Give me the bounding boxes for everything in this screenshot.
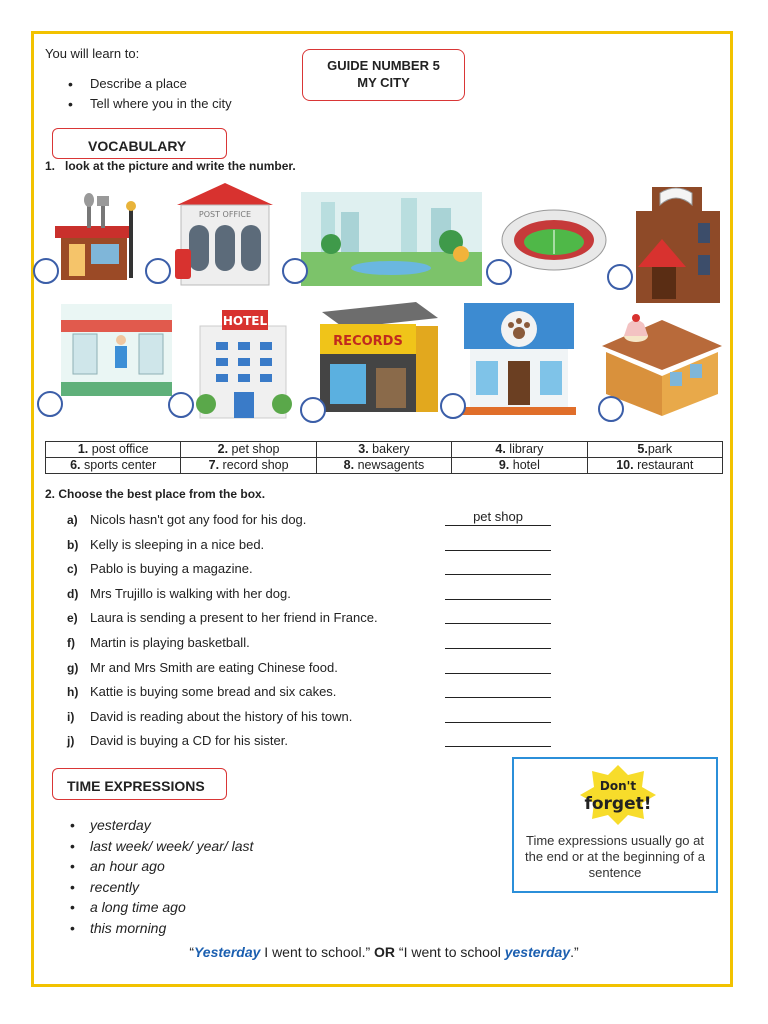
time-expressions-heading: TIME EXPRESSIONS bbox=[52, 768, 227, 800]
learning-goals-title: You will learn to: bbox=[45, 46, 140, 61]
answer-blank[interactable] bbox=[445, 607, 551, 624]
answer-circle[interactable] bbox=[486, 259, 512, 285]
question-item: a) Nicols hasn't got any food for his dog. pet shop bbox=[67, 509, 567, 534]
pet-shop-icon bbox=[462, 303, 576, 415]
answer-circle[interactable] bbox=[37, 391, 63, 417]
answer-blank[interactable] bbox=[445, 558, 551, 575]
exercise-2-title: 2. Choose the best place from the box. bbox=[45, 487, 266, 501]
answer-circle[interactable] bbox=[145, 258, 171, 284]
table-cell: 9. hotel bbox=[452, 458, 587, 474]
dont-forget-line2: forget! bbox=[584, 794, 652, 814]
table-cell: 2. pet shop bbox=[181, 442, 316, 458]
exercise-1-number: 1. bbox=[45, 159, 56, 173]
answer-circle[interactable] bbox=[33, 258, 59, 284]
places-table bbox=[45, 441, 723, 474]
question-item: e) Laura is sending a present to her friend in France. bbox=[67, 607, 567, 632]
question-item: j) David is buying a CD for his sister. bbox=[67, 730, 567, 755]
answer-blank[interactable] bbox=[445, 681, 551, 698]
answer-blank[interactable] bbox=[445, 583, 551, 600]
question-item: f) Martin is playing basketball. bbox=[67, 632, 567, 657]
hotel-sign: HOTEL bbox=[222, 314, 268, 328]
park-icon bbox=[301, 192, 482, 286]
vocabulary-heading: VOCABULARY bbox=[52, 128, 227, 159]
answer-blank[interactable] bbox=[445, 657, 551, 674]
highlight-word: yesterday bbox=[504, 944, 571, 960]
record-shop-icon bbox=[316, 298, 442, 416]
table-cell: 8. newsagents bbox=[316, 458, 451, 474]
library-icon bbox=[632, 183, 724, 303]
learning-goal-item: • Tell where you in the city bbox=[66, 94, 232, 114]
answer-circle[interactable] bbox=[168, 392, 194, 418]
time-expression-item: • yesterday bbox=[70, 815, 253, 836]
answer-blank[interactable] bbox=[445, 632, 551, 649]
table-cell: 10. restaurant bbox=[587, 458, 722, 474]
stadium-icon bbox=[500, 200, 608, 272]
guide-topic: MY CITY bbox=[357, 75, 410, 90]
time-expression-item: • a long time ago bbox=[70, 897, 253, 918]
answer-blank[interactable] bbox=[445, 706, 551, 723]
question-item: c) Pablo is buying a magazine. bbox=[67, 558, 567, 583]
question-item: d) Mrs Trujillo is walking with her dog. bbox=[67, 583, 567, 608]
table-row bbox=[46, 458, 723, 474]
question-item: g) Mr and Mrs Smith are eating Chinese food. bbox=[67, 657, 567, 682]
time-expression-item: • recently bbox=[70, 877, 253, 898]
table-row bbox=[46, 442, 723, 458]
dont-forget-note: Time expressions usually go at the end or at the beginning of a sentence bbox=[525, 833, 705, 880]
table-cell: 6. sports center bbox=[46, 458, 181, 474]
post-office-icon bbox=[175, 183, 275, 286]
answer-circle[interactable] bbox=[607, 264, 633, 290]
question-item: b) Kelly is sleeping in a nice bed. bbox=[67, 534, 567, 559]
guide-title-box bbox=[302, 49, 465, 101]
question-item: h) Kattie is buying some bread and six cakes. bbox=[67, 681, 567, 706]
time-expressions-list bbox=[70, 815, 253, 939]
answer-blank[interactable] bbox=[445, 730, 551, 747]
time-expression-item: • this morning bbox=[70, 918, 253, 939]
table-cell: 3. bakery bbox=[316, 442, 451, 458]
dont-forget-line1: Don't bbox=[599, 779, 637, 793]
answer-blank[interactable]: pet shop bbox=[445, 509, 551, 526]
table-cell: 5.park bbox=[587, 442, 722, 458]
answer-circle[interactable] bbox=[440, 393, 466, 419]
restaurant-icon bbox=[47, 192, 141, 282]
guide-number: GUIDE NUMBER 5 bbox=[327, 58, 440, 73]
answer-circle[interactable] bbox=[300, 397, 326, 423]
exercise-2-questions bbox=[67, 509, 567, 755]
highlight-word: Yesterday bbox=[193, 944, 261, 960]
records-sign: RECORDS bbox=[333, 334, 403, 349]
exercise-1-instruction bbox=[45, 159, 296, 173]
learning-goal-item: • Describe a place bbox=[66, 74, 232, 94]
table-cell: 7. record shop bbox=[181, 458, 316, 474]
dont-forget-box bbox=[512, 757, 718, 893]
question-item: i) David is reading about the history of his town. bbox=[67, 706, 567, 731]
learning-goals-list bbox=[66, 74, 232, 114]
post-office-sign: POST OFFICE bbox=[198, 210, 252, 219]
hotel-icon bbox=[186, 304, 300, 422]
dont-forget-badge-icon bbox=[578, 763, 658, 827]
exercise-1-text: look at the picture and write the number. bbox=[65, 159, 296, 173]
time-expression-item: • an hour ago bbox=[70, 856, 253, 877]
answer-blank[interactable] bbox=[445, 534, 551, 551]
newsagents-icon bbox=[61, 304, 172, 396]
example-sentence: “Yesterday I went to school.” OR “I went to school yesterday.” bbox=[189, 944, 579, 960]
answer-circle[interactable] bbox=[282, 258, 308, 284]
table-cell: 4. library bbox=[452, 442, 587, 458]
table-cell: 1. post office bbox=[46, 442, 181, 458]
time-expression-item: • last week/ week/ year/ last bbox=[70, 836, 253, 857]
answer-circle[interactable] bbox=[598, 396, 624, 422]
